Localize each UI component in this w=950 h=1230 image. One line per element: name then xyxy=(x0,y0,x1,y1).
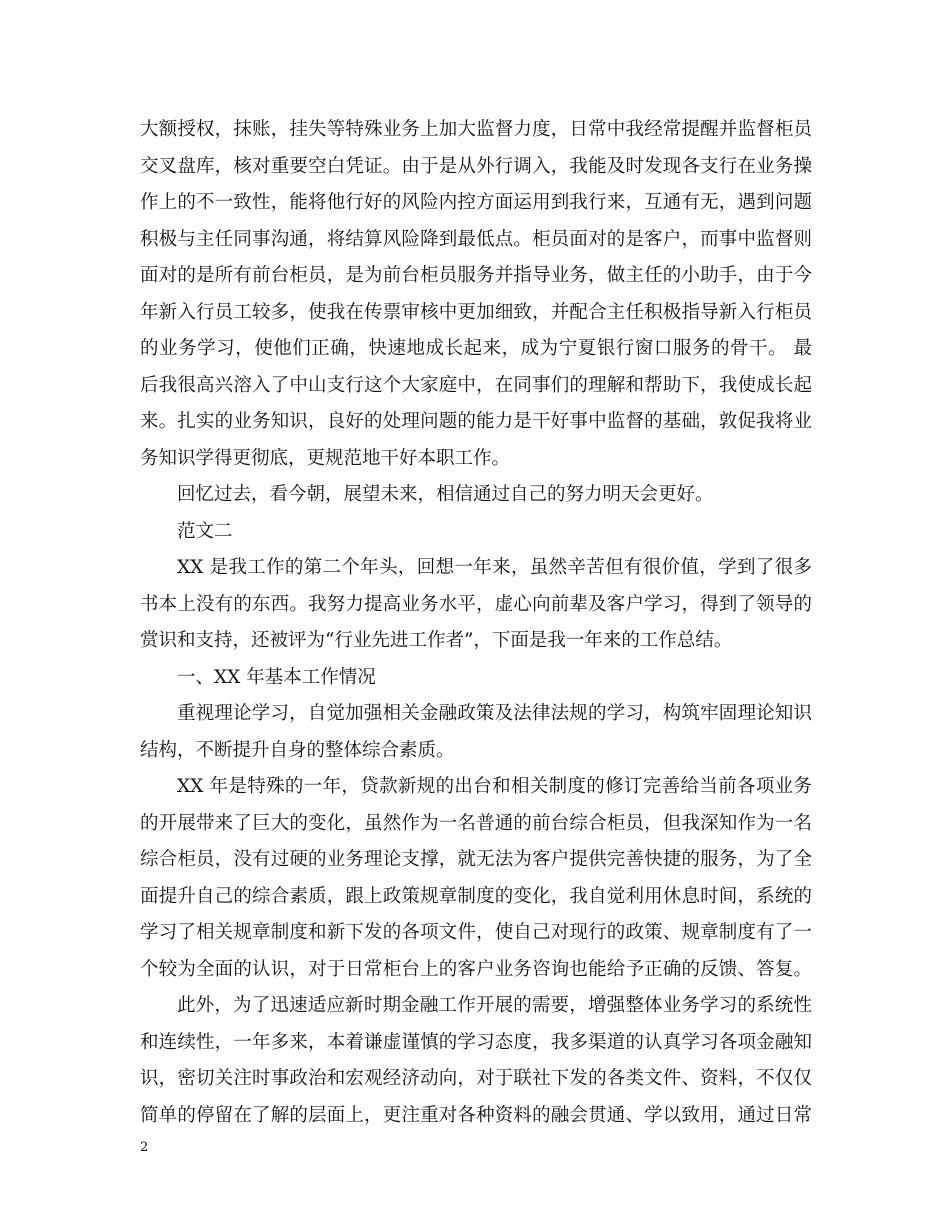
text-line: 综合柜员，没有过硬的业务理论支撑，就无法为客户提供完善快捷的服务，为了全 xyxy=(140,849,812,870)
text-line: 的开展带来了巨大的变化，虽然作为一名普通的前台综合柜员，但我深知作为一名 xyxy=(140,812,812,834)
text-line: 来。扎实的业务知识，良好的处理问题的能力是干好事中监督的基础，敦促我将业 xyxy=(140,411,812,432)
document-body xyxy=(140,112,812,1134)
text-line: 的业务学习，使他们正确，快速地成长起来，成为宁夏银行窗口服务的骨干。 最 xyxy=(140,338,812,359)
text-line: 范文二 xyxy=(177,520,233,542)
text-line: XX 是我工作的第二个年头，回想一年来，虽然辛苦但有很价值，学到了很多 xyxy=(177,557,812,578)
text-line: 识，密切关注时事政治和宏观经济动向，对于联社下发的各类文件、资料，不仅仅 xyxy=(140,1068,812,1089)
text-line: 积极与主任同事沟通，将结算风险降到最低点。柜员面对的是客户，而事中监督则 xyxy=(140,228,812,250)
text-line: 此外，为了迅速适应新时期金融工作开展的需要，增强整体业务学习的系统性 xyxy=(177,995,812,1016)
text-line: XX 年是特殊的一年，贷款新规的出台和相关制度的修订完善给当前各项业务 xyxy=(177,776,812,797)
text-line: 书本上没有的东西。我努力提高业务水平，虚心向前辈及客户学习，得到了领导的 xyxy=(140,593,812,615)
text-line: 大额授权，抹账，挂失等特殊业务上加大监督力度，日常中我经常提醒并监督柜员 xyxy=(140,119,812,140)
text-line: 个较为全面的认识，对于日常柜台上的客户业务咨询也能给予正确的反馈、答复。 xyxy=(140,958,812,980)
text-line: 后我很高兴溶入了中山支行这个大家庭中，在同事们的理解和帮助下，我使成长起 xyxy=(140,374,812,396)
text-line: 简单的停留在了解的层面上，更注重对各种资料的融会贯通、学以致用，通过日常 xyxy=(140,1104,812,1126)
text-line: 交叉盘库，核对重要空白凭证。由于是从外行调入，我能及时发现各支行在业务操 xyxy=(140,155,812,177)
text-line: 作上的不一致性，能将他行好的风险内控方面运用到我行来，互通有无，遇到问题 xyxy=(140,192,812,213)
text-line: 学习了相关规章制度和新下发的各项文件，使自己对现行的政策、规章制度有了一 xyxy=(140,922,812,943)
text-line: 结构，不断提升自身的整体综合素质。 xyxy=(140,739,455,761)
text-line: 面对的是所有前台柜员，是为前台柜员服务并指导业务，做主任的小助手，由于今 xyxy=(140,265,812,286)
text-line: 回忆过去，看今朝，展望未来，相信通过自己的努力明天会更好。 xyxy=(177,484,714,505)
text-line: 重视理论学习，自觉加强相关金融政策及法律法规的学习，构筑牢固理论知识 xyxy=(177,703,812,724)
text-line: 和连续性，一年多来，本着谦虚谨慎的学习态度，我多渠道的认真学习各项金融知 xyxy=(140,1031,812,1053)
text-line: 一、XX 年基本工作情况 xyxy=(177,666,376,688)
text-line: 面提升自己的综合素质，跟上政策规章制度的变化，我自觉利用休息时间，系统的 xyxy=(140,885,812,907)
text-line: 赏识和支持，还被评为“行业先进工作者”，下面是我一年来的工作总结。 xyxy=(140,630,733,651)
page-number: 2 xyxy=(140,1140,149,1155)
text-line: 年新入行员工较多，使我在传票审核中更加细致，并配合主任积极指导新入行柜员 xyxy=(140,301,812,323)
text-line: 务知识学得更彻底，更规范地干好本职工作。 xyxy=(140,447,511,469)
